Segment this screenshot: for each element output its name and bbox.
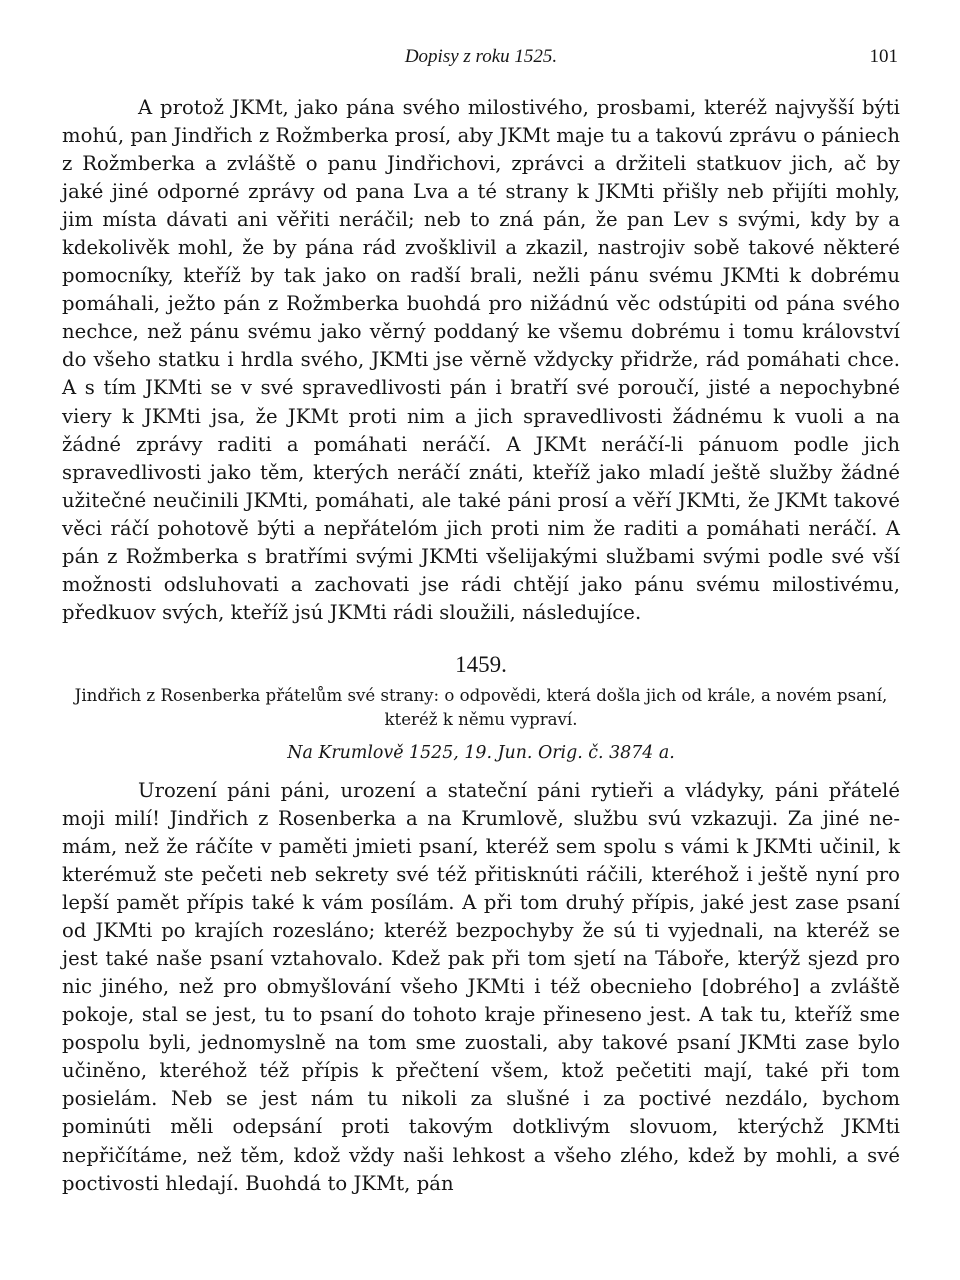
page-header [62, 38, 900, 78]
running-title: Dopisy z roku 1525. [404, 46, 558, 67]
document-regest: Jindřich z Rosenberka přátelům své strany: o odpovědi, která došla jich od krále, a novém psaní, kteréž k němu vypraví. [74, 685, 888, 729]
document-dating: Na Krumlově 1525, 19. Jun. Orig. č. 3874 a. [287, 742, 675, 763]
document-text: Urození páni páni, urození a stateční páni rytieři a vládyky, páni přátelé moji milí! Jindřich z Rosenberka a na Krumlově, službu svú vzkazuji. Za jiné nemám, než že ráčíte v paměti jmieti psaní, kteréž sem spolu s vámi k JKMti učinil, k kterémuž ste pečeti neb sekrety své též přitisknúti ráčili, kteréhož i ještě nyní pro lepší pamět přípis také k vám posílám. A při tom druhý přípis, jaké jest zase psaní od JKMti po krajích rozesláno; kteréž bezpochyby že sú ti vyjednali, na kteréž se jest také naše psaní vztahovalo. Kdež pak při tom sjetí na Táboře, kterýž sjezd pro nic jiného, než pro obmyšlování všeho JKMti i též obecnieho [dobrého] a zvláště pokoje, stal se jest, tu to psaní do tohoto kraje přineseno jest. A tak tu, kteříž sme pospolu byli, jednomyslně na tom sme zuostali, aby takové psaní JKMti zase bylo učiněno, kteréhož též přípis k přečtení všem, ktož pečetiti mají, také při tom posielám. Neb se jest nám tu nikoli za slušné i za poctivé nezdálo, bychom pominúti měli odepsání proti takovým dotklivým slovuom, kterýchž JKMti nepřičítáme, než těm, kdož vždy naši lehkost a všeho zlého, kdež by mohli, a své poctivosti hledají. Buohdá to JKMt, pán [62, 778, 900, 1195]
letter-continuation-paragraph: A protož JKMt, jako pána svého milostivého, prosbami, kteréž najvyšší býti mohú, pan Jindřich z Rožmberka prosí, aby JKMt maje tu a takovú zprávu o pániech z Rožmberka a zvláště o panu Jindřichovi, zprávci a držiteli statkuov jich, ač by jaké jiné odporné zprávy od pana Lva a té strany k JKMti přišly neb přijíti mohly, jim místa dávati ani věřiti neráčil; neb to zná pán, že pan Lev s svými, kdy by a kdekolivěk mohl, že by pána rád zvošklivil a zkazil, nastrojiv sobě takové některé pomocníky, kteříž by tak jako on radší brali, nežli pánu svému JKMti k dobrému pomáhali, ježto pán z Rožmberka buohdá pro nižádnú věc odstúpiti od pána svého nechce, než pánu svému jako věrný poddaný ke všemu dobrému i tomu království do všeho statku i hrdla svého, JKMti jse věrně vždycky přidrže, rád pomáhati chce. A s tím JKMti se v své spravedlivosti pán i bratří své poroučí, jisté a nepochybné viery k JKMti jsa, že JKMt proti nim a jich spravedlivosti žádnému k vuoli a na žádné zprávy raditi a pomáhati neráčí. A JKMt neráčí-li pánuom podle jich spravedlivosti jako těm, kterých neráčí znáti, kteříž jako mladí ještě služby žádné užitečné neučinili JKMti, pomáhati, ale také páni prosí a věří JKMti, že JKMt takové věci ráčí pohotově býti a nepřátelóm jich proti nim že raditi a pomáhati neráčí. A pán z Rožmberka s bratřími svými JKMti všelijakými službami svými podle své vší možnosti odsluhovati a zachovati jse rádi chtějí jako pánu svému milostivému, předkuov svých, kteříž jsú JKMti rádi sloužili, následujíce. [62, 96, 900, 624]
page-number: 101 [869, 46, 898, 67]
document-number: 1459. [455, 651, 507, 677]
book-page [62, 38, 900, 1198]
